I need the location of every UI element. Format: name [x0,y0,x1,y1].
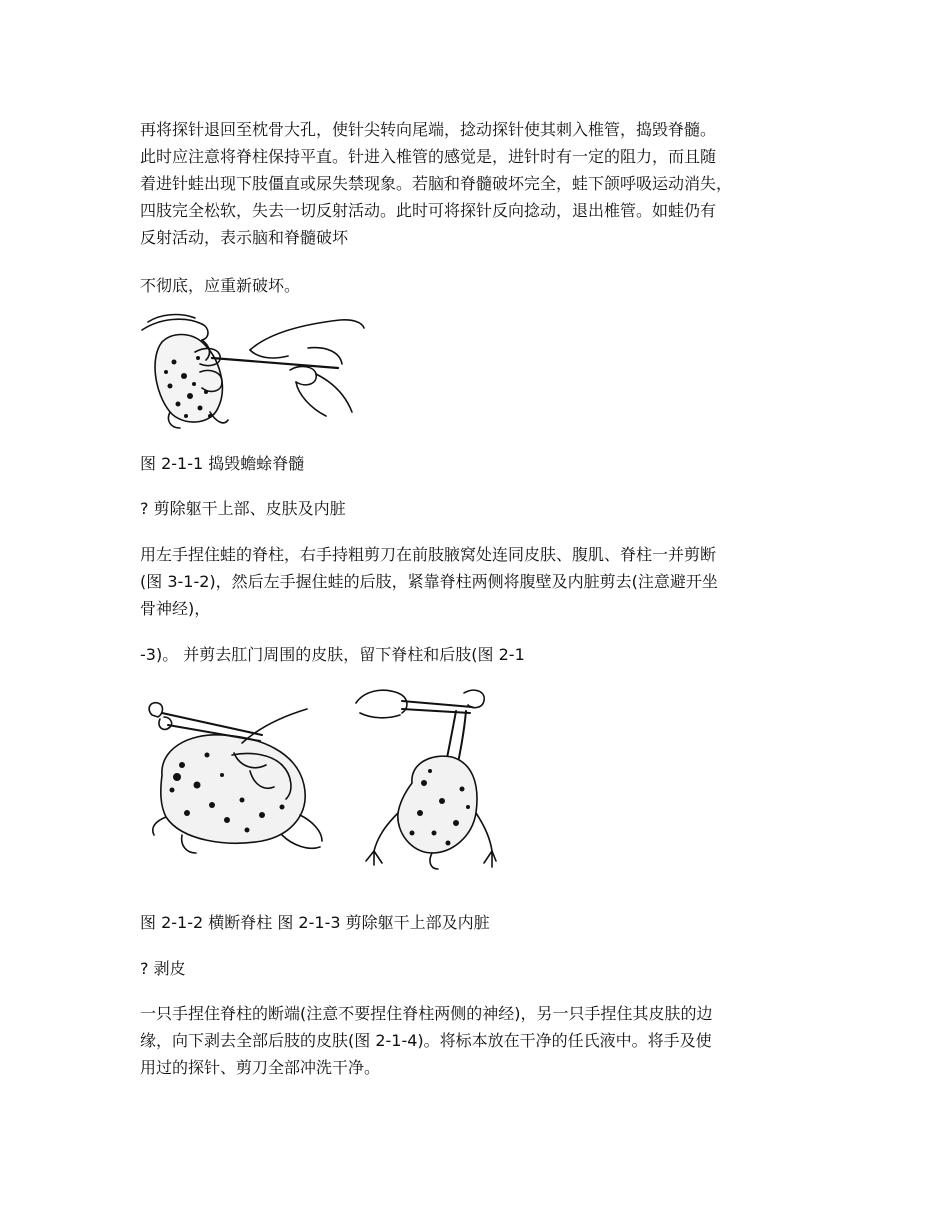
text-line: 用过的探针、剪刀全部冲洗干净。 [140,1058,381,1077]
figure-cut-trunk-and-viscera [352,683,497,873]
text-line: 反射活动，表示脑和脊髓破坏 [140,228,349,247]
text-line: 四肢完全松软，失去一切反射活动。此时可将探针反向捻动，退出椎管。如蛙仍有 [140,201,717,220]
text-line: 再将探针退回至枕骨大孔，使针尖转向尾端，捻动探针使其刺入椎管，捣毁脊髓。 [140,120,717,139]
paragraph-cut-trunk [140,541,820,622]
text-line: 缘，向下剥去全部后肢的皮肤(图 2-1-4)。将标本放在干净的任氏液中。将手及使 [140,1031,712,1050]
section-heading-cut-trunk: ? 剪除躯干上部、皮肤及内脏 [140,499,346,518]
figure-1-caption: 图 2-1-1 捣毁蟾蜍脊髓 [140,454,305,473]
figure-2-3-caption: 图 2-1-2 横断脊柱 图 2-1-3 剪除躯干上部及内脏 [140,913,490,932]
paragraph-cut-anus-skin: -3)。 并剪去肛门周围的皮肤，留下脊柱和后肢(图 2-1 [140,645,525,664]
paragraph-destroy-spinal-cord [140,116,820,251]
text-line: (图 3-1-2)，然后左手握住蛙的后肢，紧靠脊柱两侧将腹壁及内脏剪去(注意避开坐 [140,572,718,591]
figure-transect-spine [142,695,327,860]
paragraph-incomplete-destruction: 不彻底，应重新破坏。 [140,276,301,295]
figure-destroy-toad-spinal-cord [140,312,365,430]
text-line: 用左手捏住蛙的脊柱，右手持粗剪刀在前肢腋窝处连同皮肤、腹肌、脊柱一并剪断 [140,545,717,564]
text-line: 此时应注意将脊柱保持平直。针进入椎管的感觉是，进针时有一定的阻力，而且随 [140,147,717,166]
paragraph-skinning [140,1000,820,1081]
text-line: 一只手捏住脊柱的断端(注意不要捏住脊柱两侧的神经)，另一只手捏住其皮肤的边 [140,1004,713,1023]
text-line: 着进针蛙出现下肢僵直或尿失禁现象。若脑和脊髓破坏完全，蛙下颌呼吸运动消失， [140,174,733,193]
text-line: 骨神经)， [140,599,211,618]
section-heading-skinning: ? 剥皮 [140,959,186,978]
